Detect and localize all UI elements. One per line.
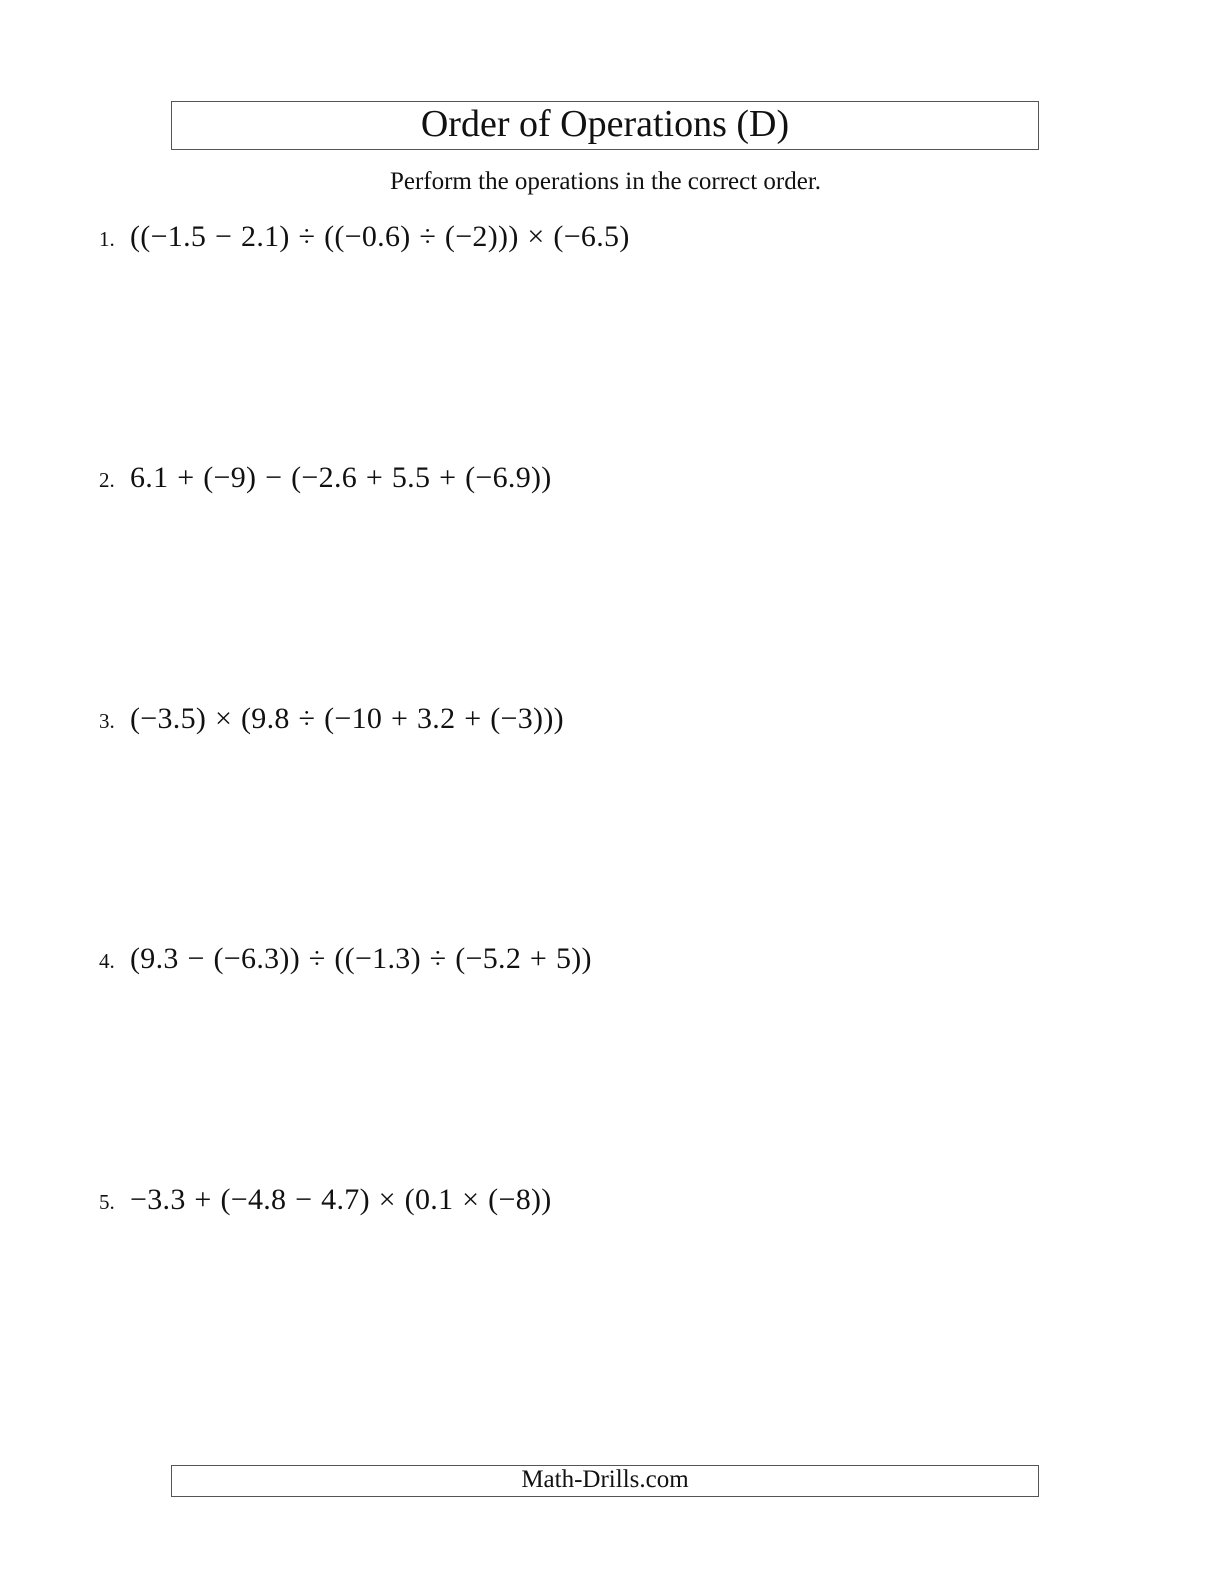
- footer-box: [171, 1465, 1039, 1497]
- problem-2: [99, 461, 552, 495]
- title-box: [171, 101, 1039, 150]
- problem-5: [99, 1183, 552, 1217]
- problem-number: 3.: [99, 709, 115, 733]
- problem-number: 5.: [99, 1190, 115, 1214]
- problem-number: 1.: [99, 227, 115, 251]
- problem-expression: 6.1 + (−9) − (−2.6 + 5.5 + (−6.9)): [130, 461, 552, 494]
- problem-expression: ((−1.5 − 2.1) ÷ ((−0.6) ÷ (−2))) × (−6.5): [130, 220, 630, 253]
- problem-expression: (9.3 − (−6.3)) ÷ ((−1.3) ÷ (−5.2 + 5)): [130, 942, 592, 975]
- problem-3: [99, 702, 564, 736]
- problem-1: [99, 220, 630, 254]
- problem-4: [99, 942, 592, 976]
- worksheet-title: Order of Operations (D): [420, 102, 790, 145]
- problem-number: 2.: [99, 468, 115, 492]
- instructions: Perform the operations in the correct order.: [389, 168, 822, 195]
- problem-expression: (−3.5) × (9.8 ÷ (−10 + 3.2 + (−3))): [130, 702, 564, 735]
- problem-number: 4.: [99, 949, 115, 973]
- problem-expression: −3.3 + (−4.8 − 4.7) × (0.1 × (−8)): [130, 1183, 552, 1216]
- footer-text: Math-Drills.com: [521, 1466, 689, 1493]
